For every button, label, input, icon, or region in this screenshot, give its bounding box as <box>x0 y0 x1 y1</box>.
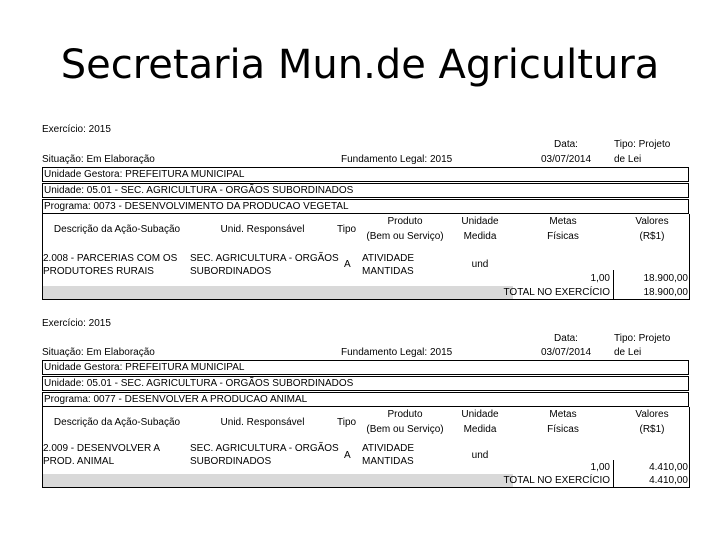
row-tipo: A <box>344 450 351 461</box>
header-descricao: Descrição da Ação-Subação <box>53 417 181 428</box>
data-label: Data: <box>554 333 578 344</box>
row-produto-1: ATIVIDADE <box>362 253 415 264</box>
data-value: 03/07/2014 <box>540 347 592 358</box>
total-label: TOTAL NO EXERCÍCIO <box>503 287 610 298</box>
page-title: Secretaria Mun.de Agricultura <box>60 42 660 88</box>
header-unidade-2: Medida <box>463 231 497 242</box>
row-unidade: und <box>471 450 489 461</box>
total-bar <box>43 286 513 299</box>
header-responsavel: Unid. Responsável <box>220 224 305 235</box>
header-metas-1: Metas <box>549 409 577 420</box>
total-bar <box>43 474 513 487</box>
tipo-projeto-label: Tipo: Projeto <box>614 333 671 344</box>
data-label: Data: <box>554 139 578 150</box>
fundamento-label: Fundamento Legal: 2015 <box>341 154 453 165</box>
header-produto-1: Produto <box>387 216 423 227</box>
row-metas: 1,00 <box>590 462 610 473</box>
row-descricao-1: 2.009 - DESENVOLVER A <box>43 443 161 454</box>
unidade-row: Unidade: 05.01 - SEC. AGRICULTURA - ORGÃOS SUBORDINADOS <box>42 376 689 391</box>
header-valores-1: Valores <box>635 216 669 227</box>
header-responsavel: Unid. Responsável <box>220 417 305 428</box>
row-valor: 4.410,00 <box>649 462 688 473</box>
header-tipo: Tipo <box>337 224 357 235</box>
row-responsavel-2: SUBORDINADOS <box>190 456 272 467</box>
header-valores-1: Valores <box>635 409 669 420</box>
row-valor: 18.900,00 <box>643 273 688 284</box>
header-produto-1: Produto <box>387 409 423 420</box>
data-value: 03/07/2014 <box>540 154 592 165</box>
row-produto-2: MANTIDAS <box>362 456 414 467</box>
row-responsavel-1: SEC. AGRICULTURA - ORGÃOS <box>190 253 339 264</box>
header-metas-1: Metas <box>549 216 577 227</box>
exercicio-label: Exercício: 2015 <box>42 124 111 135</box>
tipo-projeto-value: de Lei <box>614 347 642 358</box>
unidade-gestora-row: Unidade Gestora: PREFEITURA MUNICIPAL <box>42 167 689 182</box>
row-unidade: und <box>471 259 489 270</box>
row-metas: 1,00 <box>590 273 610 284</box>
total-value: 4.410,00 <box>649 475 688 486</box>
situacao-label: Situação: Em Elaboração <box>42 154 155 165</box>
total-label: TOTAL NO EXERCÍCIO <box>503 475 610 486</box>
unidade-gestora-row: Unidade Gestora: PREFEITURA MUNICIPAL <box>42 360 689 375</box>
row-responsavel-2: SUBORDINADOS <box>190 266 272 277</box>
header-tipo: Tipo <box>337 417 357 428</box>
header-produto-2: (Bem ou Serviço) <box>366 424 444 435</box>
row-produto-2: MANTIDAS <box>362 266 414 277</box>
header-valores-2: (R$1) <box>639 424 665 435</box>
header-unidade-2: Medida <box>463 424 497 435</box>
exercicio-label: Exercício: 2015 <box>42 318 111 329</box>
header-unidade-1: Unidade <box>461 409 499 420</box>
fundamento-label: Fundamento Legal: 2015 <box>341 347 453 358</box>
tipo-projeto-label: Tipo: Projeto <box>614 139 671 150</box>
situacao-label: Situação: Em Elaboração <box>42 347 155 358</box>
header-produto-2: (Bem ou Serviço) <box>366 231 444 242</box>
programa-row: Programa: 0073 - DESENVOLVIMENTO DA PRODUCAO VEGETAL <box>42 199 689 214</box>
tipo-projeto-value: de Lei <box>614 154 642 165</box>
total-value: 18.900,00 <box>643 287 688 298</box>
header-metas-2: Físicas <box>547 231 579 242</box>
programa-row: Programa: 0077 - DESENVOLVER A PRODUCAO ANIMAL <box>42 392 689 407</box>
unidade-row: Unidade: 05.01 - SEC. AGRICULTURA - ORGÃOS SUBORDINADOS <box>42 183 689 198</box>
row-descricao-2: PROD. ANIMAL <box>43 456 115 467</box>
row-tipo: A <box>344 259 351 270</box>
header-unidade-1: Unidade <box>461 216 499 227</box>
row-produto-1: ATIVIDADE <box>362 443 415 454</box>
row-descricao-1: 2.008 - PARCERIAS COM OS <box>43 253 178 264</box>
header-valores-2: (R$1) <box>639 231 665 242</box>
header-descricao: Descrição da Ação-Subação <box>53 224 181 235</box>
header-metas-2: Físicas <box>547 424 579 435</box>
row-responsavel-1: SEC. AGRICULTURA - ORGÃOS <box>190 443 339 454</box>
row-descricao-2: PRODUTORES RURAIS <box>43 266 154 277</box>
